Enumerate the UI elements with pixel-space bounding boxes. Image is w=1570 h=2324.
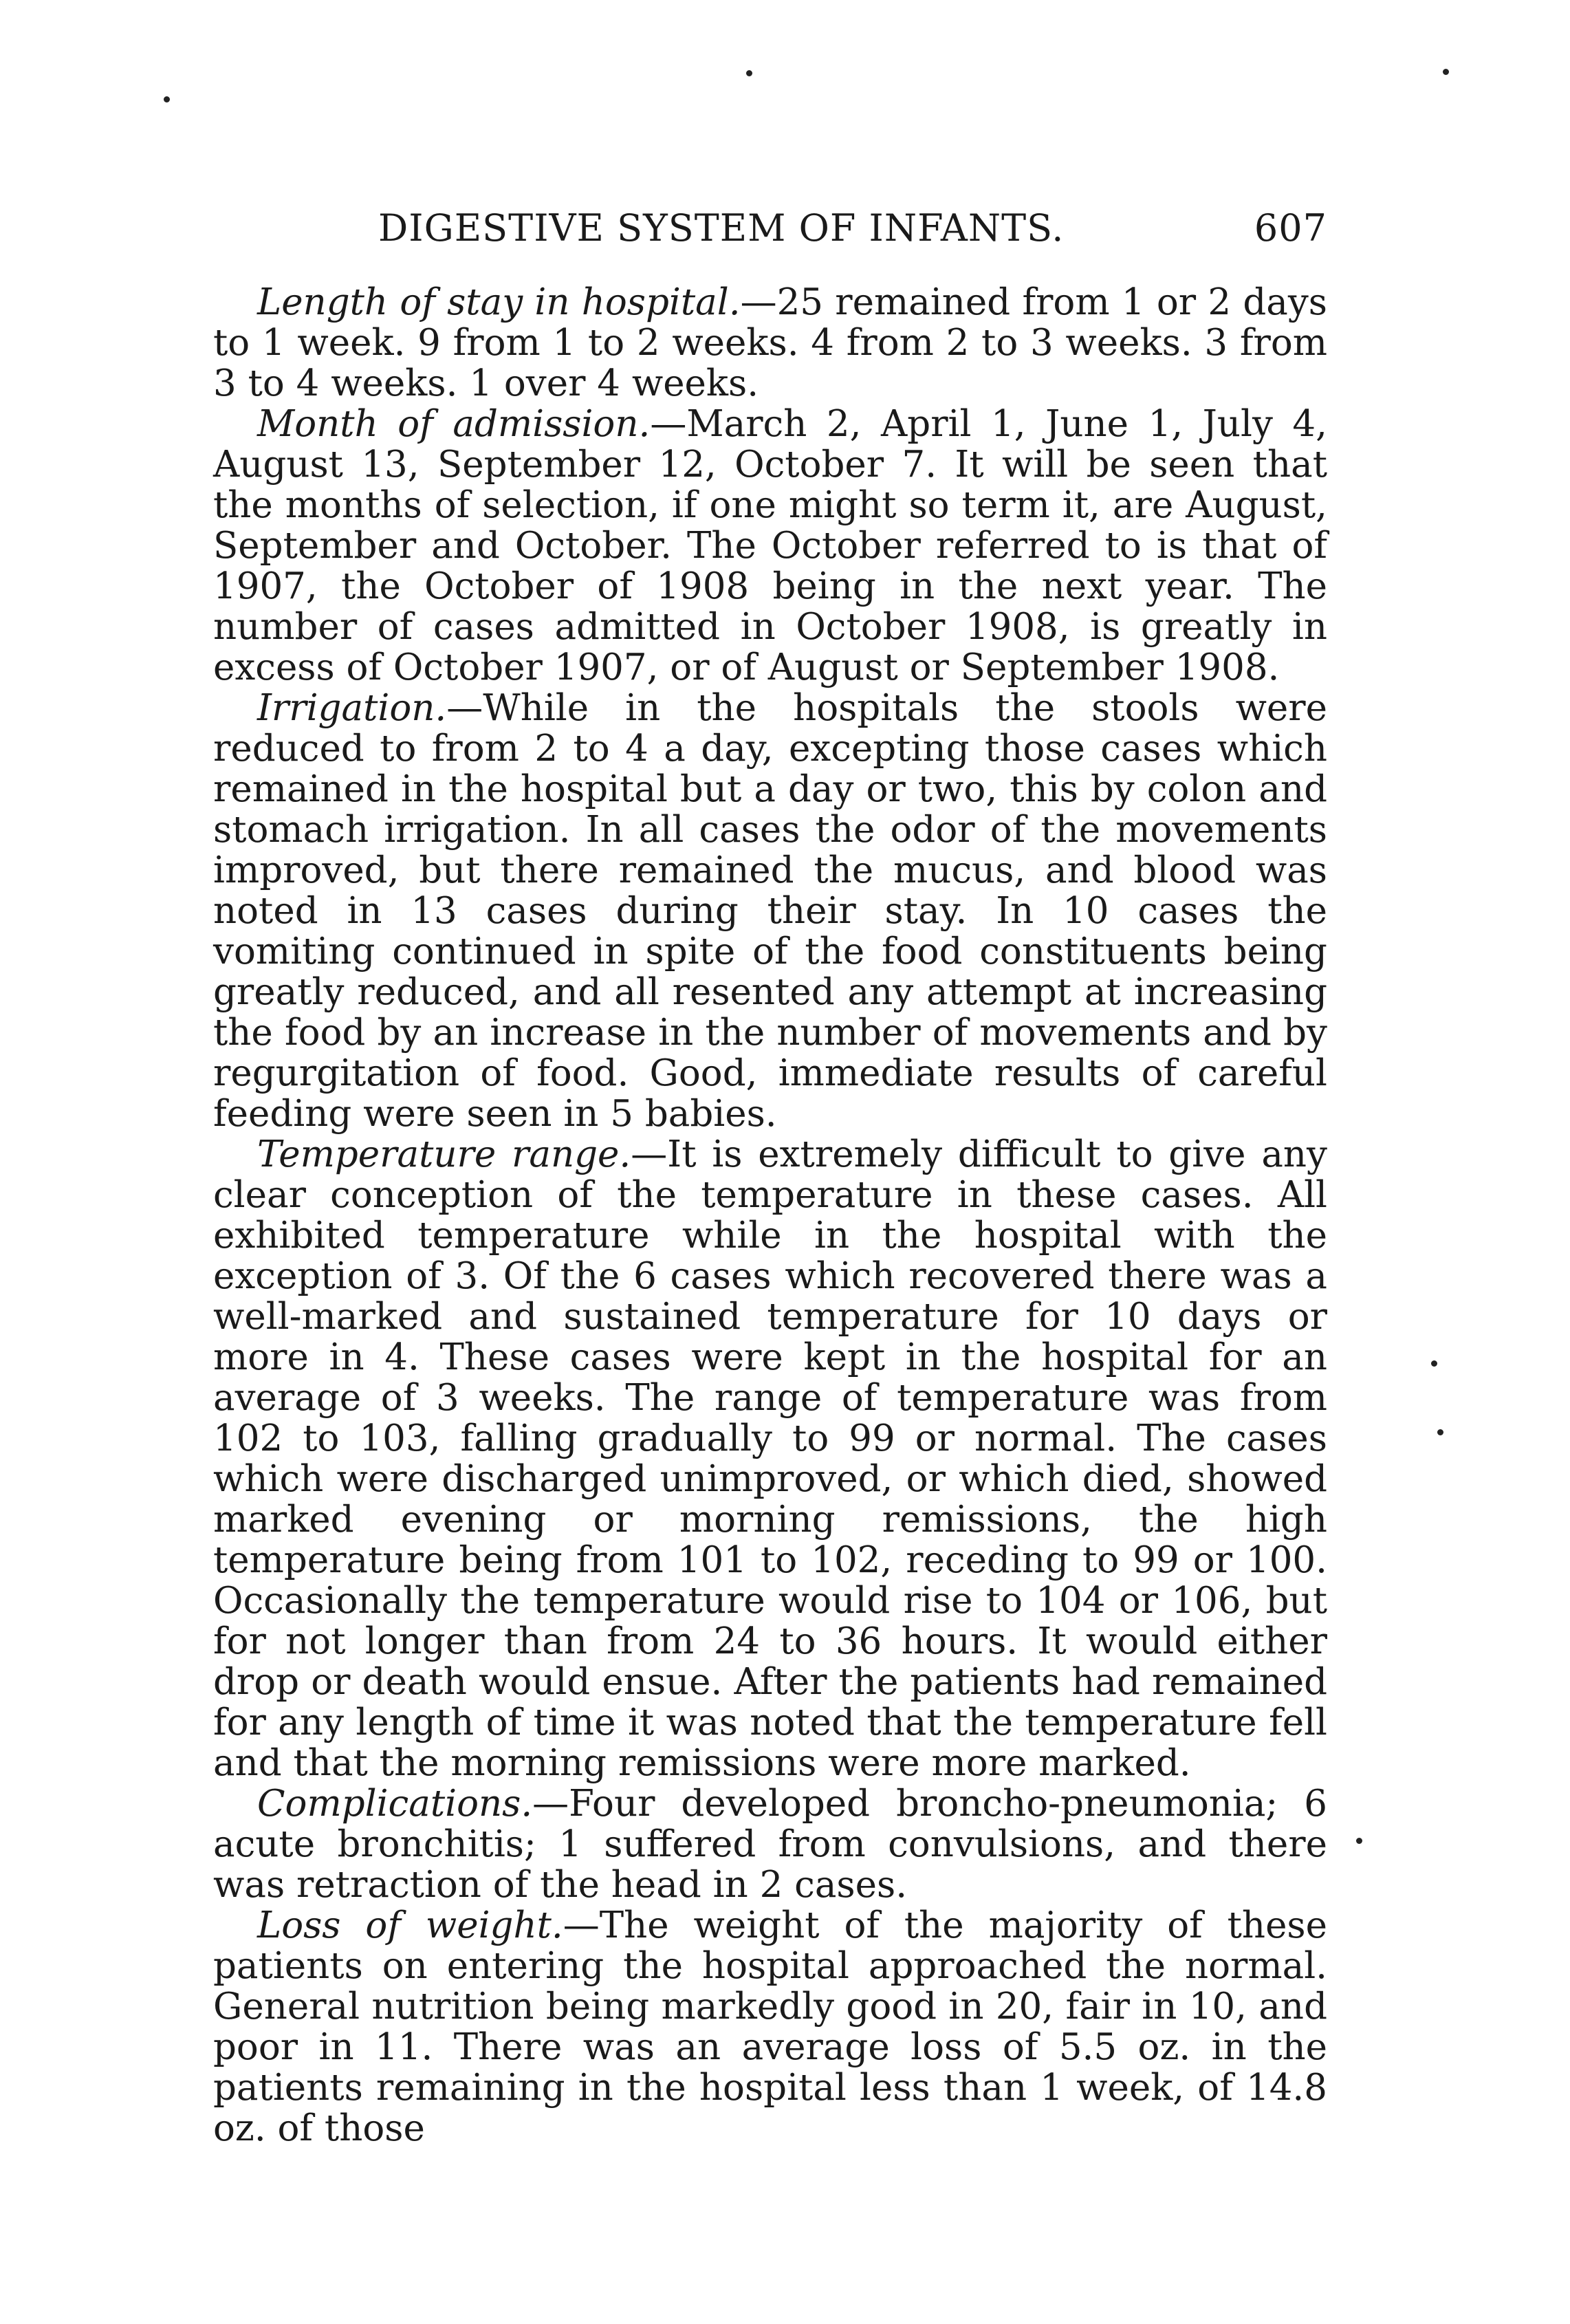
paragraph-text: —It is extremely difficult to give any clear conception of the temperature in these cases. All exhibited temperature while in the hospital with the exception of 3. Of the 6 cases which recovered there was a well-marked and sustained temperature for 10 days or more in 4. These cases were kept in the hospital for an average of 3 weeks. The range of temperature was from 102 to 103, falling gradually to 99 or normal. The cases which were discharged unimproved, or which died, showed marked evening or morning remissions, the high temperature being from 101 to 102, receding to 99 or 100. Occasionally the temperature would rise to 104 or 106, but for not longer than from 24 to 36 hours. It would either drop or death would ensue. After the patients had remained for any length of time it was noted that the temperature fell and that the morning remissions were more marked. [213,1133,1327,1784]
scan-speck [746,70,752,76]
paragraph-month-of-admission [213,404,1327,688]
scan-speck [1431,1360,1437,1367]
paragraph-length-of-stay [213,282,1327,404]
paragraph-text: —25 remained from 1 or 2 days to 1 week. 9 from 1 to 2 weeks. 4 from 2 to 3 weeks. 3 from 3 to 4 weeks. 1 over 4 weeks. [213,281,1327,404]
page-header [378,206,1327,261]
section-heading: Length of stay in hospital. [257,281,741,323]
paragraph-text: —Four developed broncho-pneumonia; 6 acute bronchitis; 1 suffered from convulsions, and there was retraction of the head in 2 cases. [213,1783,1327,1906]
body-text [213,282,1327,2149]
scan-speck [164,96,170,102]
paragraph-loss-of-weight [213,1905,1327,2149]
page-number: 607 [1254,206,1327,250]
paragraph-text: —March 2, April 1, June 1, July 4, August 13, September 12, October 7. It will be seen that the months of selection, if one might so term it, are August, September and October. The October referred to is that of 1907, the October of 1908 being in the next year. The number of cases admitted in October 1908, is greatly in excess of October 1907, or of August or September 1908. [213,403,1328,688]
scan-speck [1443,69,1449,75]
paragraph-text: —The weight of the majority of these patients on entering the hospital approached the normal. General nutrition being markedly good in 20, fair in 10, and poor in 11. There was an average loss of 5.5 oz. in the patients remaining in the hospital less than 1 week, of 14.8 oz. of those [213,1904,1327,2149]
scan-speck [1437,1429,1443,1435]
paragraph-temperature-range [213,1134,1327,1783]
paragraph-irrigation [213,688,1327,1134]
section-heading: Month of admission. [257,403,651,445]
section-heading: Complications. [257,1783,533,1825]
section-heading: Irrigation. [257,687,447,729]
section-heading: Loss of weight. [257,1904,563,1946]
paragraph-complications [213,1783,1327,1905]
paragraph-text: —While in the hospitals the stools were reduced to from 2 to 4 a day, excepting those cases which remained in the hospital but a day or two, this by colon and stomach irrigation. In all cases the odor of the movements improved, but there remained the mucus, and blood was noted in 13 cases during their stay. In 10 cases the vomiting continued in spite of the food constituents being greatly reduced, and all resented any attempt at increasing the food by an increase in the number of movements and by regurgitation of food. Good, immediate results of careful feeding were seen in 5 babies. [213,687,1327,1135]
scan-speck [1356,1838,1362,1844]
running-title: DIGESTIVE SYSTEM OF INFANTS. [378,206,1065,250]
section-heading: Temperature range. [257,1133,631,1175]
